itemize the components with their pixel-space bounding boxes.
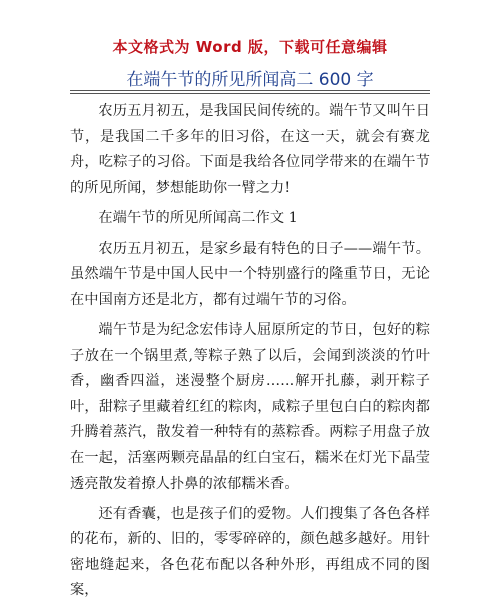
paragraph-sachet: 还有香囊，也是孩子们的爱物。人们搜集了各色各样的花布，新的、旧的，零零碎碎的，颜色越多越好。用针密地缝起来，各色花布配以各种外形，再组成不同的图案， xyxy=(70,505,430,599)
paragraph-intro: 农历五月初五，是我国民间传统的。端午节又叫午日节，是我国二千多年的旧习俗，在这一天，就会有赛龙舟，吃粽子的习俗。下面是我给各位同学带来的在端午节的所见所闻，梦想能助你一臂之力! xyxy=(70,103,430,196)
page-title: 在端午节的所见所闻高二 600 字 xyxy=(126,70,374,90)
paragraph-zongzi: 端午节是为纪念宏伟诗人屈原所定的节日，包好的粽子放在一个锅里煮,等粽子熟了以后，会闻到淡淡的竹叶香，幽香四溢，迷漫整个厨房……解开扎藤，剥开粽子叶，甜粽子里藏着红红的粽肉，咸粽子里包白白的粽肉都升腾着蒸汽，散发着一种特有的蒸粽香。两粽子用盘子放在一起，活塞两颗亮晶晶的红白宝石，糯米在灯光下晶莹透亮散发着撩人扑鼻的浓郁糯米香。 xyxy=(70,321,430,492)
paragraph-dragon-boat: 农历五月初五，是家乡最有特色的日子——端午节。虽然端午节是中国人民中一个特别盛行的隆重节日，无论在中国南方还是北方，都有过端午节的习俗。 xyxy=(70,240,430,308)
document-body xyxy=(70,99,430,609)
title-divider-bottom xyxy=(70,93,430,94)
essay-subheading: 在端午节的所见所闻高二作文 1 xyxy=(98,209,298,226)
title-divider-top xyxy=(70,90,430,91)
format-banner: 本文格式为 Word 版，下载可任意编辑 xyxy=(112,38,388,56)
